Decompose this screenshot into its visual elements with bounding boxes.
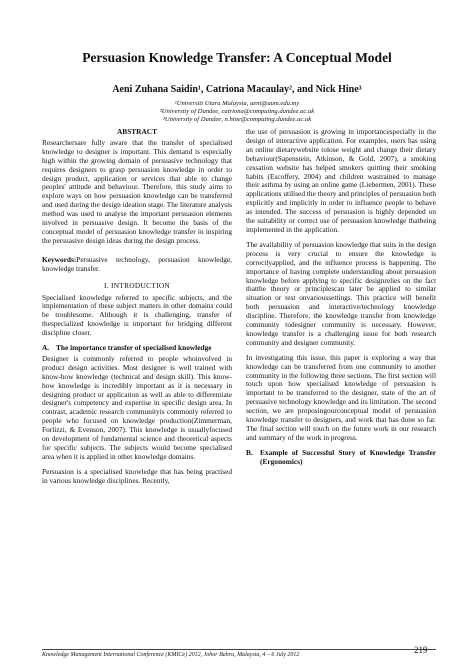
subsection-heading-b — [246, 449, 436, 467]
author-list: Aeni Zuhana Saidin¹, Catriona Macaulay², and Nick Hine³ — [112, 84, 362, 95]
intro-paragraph: Specialised knowledge referred to specific subjects, and the implementation of these subject matters in other domains could be troublesome. Although it is challenging, transfer of thespecialized knowledge is important for bridging different discipline closer. — [42, 292, 232, 338]
subsection-letter: B. — [246, 447, 253, 457]
paragraph: the use of persuasion is growing in importancespecially in the design of interactive application. For examples, users has using an online dietarywebsite tolose weight and change their dietary behaviour(Sapenstein, Atkinson, & Gold, 2007), a smoking cessation website has helped smokers quitting their smoking habits (Escoffery, 2004) and children wastrained to manage their asthma by using an online game (Liebermen, 2001). These applications utilised the theory and principles of persuasion both explicitly and implicitly in order to influence people to behave as intended. The success of persuasion is highly depended on the suitability or correct use of persuasion knowledge thatbeing implemented in the application. — [246, 127, 436, 234]
subsection-heading-a — [42, 344, 232, 353]
paragraph: Persuasion is a specialised knowledge that has being practised in various knowledge disciplines. Recently, — [42, 466, 232, 485]
keywords-text: Persuasive technology, persuasion knowledge, knowledge transfer. — [42, 254, 232, 273]
paragraph: Designer is commonly referred to people whoinvolved in product design activities. Most designer is well trained with know-how knowledge (technical and design skill). This know-how knowledge is incredibly important as it is necessary in designing product or application as well as able to differentiate designer's competency and expertise in specific design area. In contrast, academic research communityis commonly referred to people who focused on knowledge production(Zimmerman, Forlizzi, & Evenson, 2007). This knowledge is usuallyfocused on development of fundamental science and theoretical aspects for specific subjects. The subjects would become specialised area when it is applied in other knowledge domains. — [42, 353, 232, 461]
section-heading-introduction: I. INTRODUCTION — [103, 280, 171, 290]
left-column — [42, 128, 232, 492]
affiliations — [0, 100, 474, 124]
page-number: 219 — [414, 645, 428, 655]
subsection-title: The importance transfer of specialised knowledge — [56, 343, 212, 353]
affiliation-1: ¹Universiti Utara Malaysia, aeni@uum.edu.my — [174, 100, 300, 107]
subsection-letter: A. — [42, 343, 50, 353]
paragraph: The availability of persuasion knowledge that suits in the design process is very crucial to ensure the knowledge is correctlyapplied, and the influence process is happening. The importance of having complete understanding about persuasion knowledge before applying to specific designrelies on the fact thatthe theory or principlescan later be applied to similar situation or test onvarioussettings. This practice will benefit both persuasion and interactive/technology knowledge discipline. Therefore, the knowledge transfer from knowledge community todesigner community is necessary. However, knowledge transfer is a challenging issue for both research community and designer community. — [246, 239, 436, 347]
affiliation-3: ³University of Dundee, n.hine@computing.dundee.ac.uk — [162, 116, 312, 123]
paragraph: In investigating this issue, this paper is exploring a way that knowledge can be transferred from one community to another community in the following three sections. The first section will touch upon how specialised knowledge of persuasion is important to be transferred to the designer, state of the art of persuasive technology knowledge and its limitation. The second section, we are proposingourconceptual model of persuasion knowledge transfer to designers, and work that has done so far. The final section will touch on the future work in our research and summary of the work in progress. — [246, 352, 436, 442]
keywords-label: Keywords: — [42, 254, 77, 264]
right-column — [246, 128, 436, 469]
paper-title: Persuasion Knowledge Transfer: A Conceptual Model — [82, 50, 392, 65]
affiliation-2: ²University of Dundee, catriona@computing.dundee.ac.uk — [159, 108, 315, 115]
subsection-title: Example of Successful Story of Knowledge Transfer (Ergonomics) — [260, 447, 436, 466]
keywords — [42, 256, 232, 274]
page-footer: Knowledge Management International Conference (KMICe) 2012, Johor Bahru, Malaysia, 4 – 6 July 2012 — [42, 649, 436, 658]
abstract-text: Researchersare fully aware that the transfer of specialised knowledge to designer is important. This demand is especially high within the growing domain of persuasive technology that requires designers to grasp persuasion knowledge in order to design product, application or services that able to change peoples' attitude and behaviour. Therefore, this study aims to explore ways on how persuasion knowledge can be transferred and used during the design ideation stage. The literature analysis method was used to analyse the important persuasion elements involved in persuasive design. It become the basis of the conceptual model of persuasion knowledge transfer in inspiring the persuasive design ideas during the design process. — [42, 137, 232, 245]
abstract-heading: ABSTRACT — [117, 127, 157, 136]
